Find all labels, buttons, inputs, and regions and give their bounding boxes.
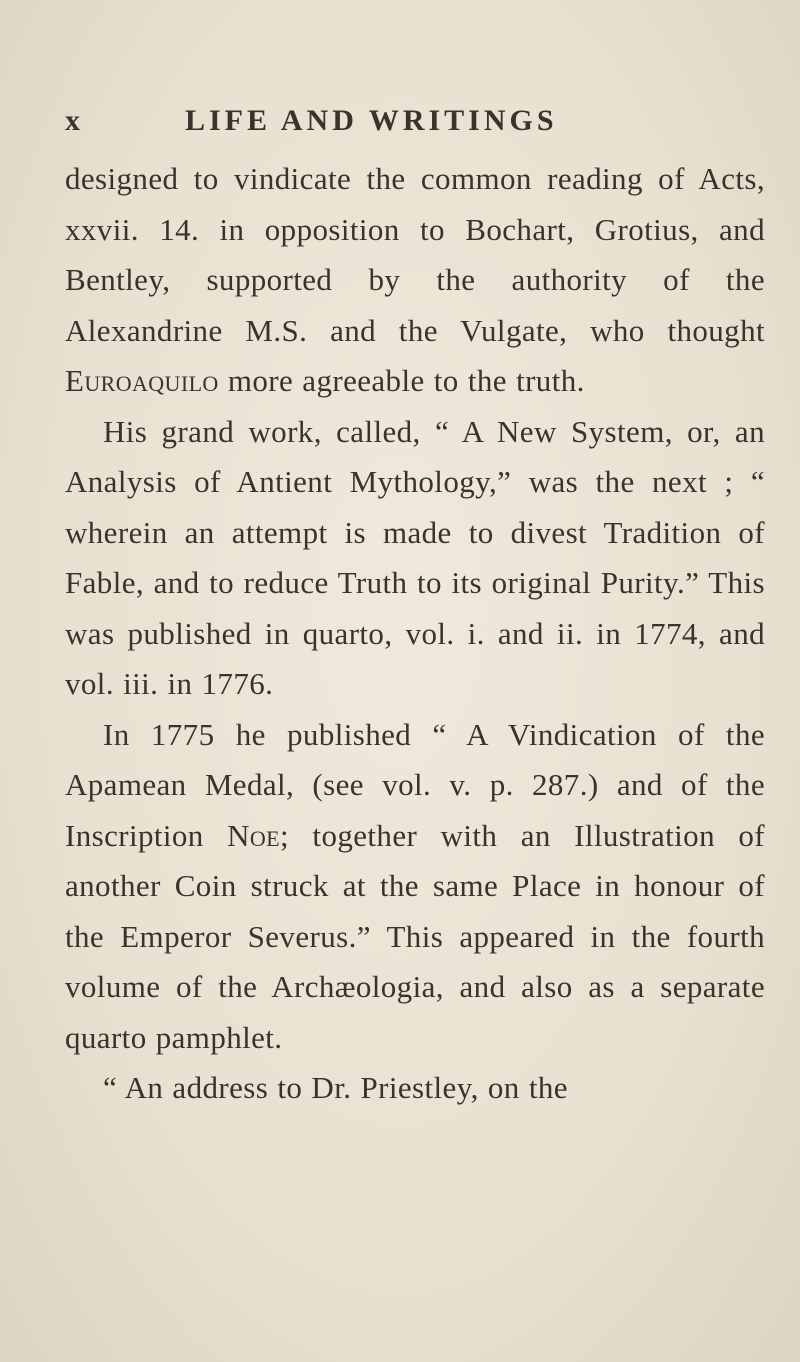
- paragraph-vindication: In 1775 he published “ A Vindication of the Apamean Medal, (see vol. v. p. 287.) and of the Inscription Noe; together with an Illustration of another Coin struck at the same Place in honour of the Emperor Severus.” This appeared in the fourth volume of the Archæologia, and also as a separate quarto pamphlet.: [65, 716, 766, 1055]
- small-caps-term: Noe: [227, 817, 281, 853]
- running-title: LIFE AND WRITINGS: [185, 104, 558, 137]
- paragraph-address: “ An address to Dr. Priestley, on the: [103, 1070, 568, 1105]
- body-text: [65, 154, 765, 1114]
- paragraph-new-system: His grand work, called, “ A New System, or, an Analysis of Antient Mythology,” was the next ; “ wherein an attempt is made to divest Tradition of Fable, and to reduce Truth to its original Purity.” This was published in quarto, vol. i. and ii. in 1774, and vol. iii. in 1776.: [65, 413, 765, 701]
- paragraph-continuation: designed to vindicate the common reading of Acts, xxvii. 14. in opposition to Bochart, Grotius, and Bentley, supported by the authority of the Alexandrine M.S. and the Vulgate, who thought Euroaquilo more agreeable to the truth.: [65, 161, 765, 398]
- page-header: [65, 104, 765, 144]
- small-caps-term: Euroaquilo: [65, 363, 219, 398]
- page-number: x: [65, 104, 81, 137]
